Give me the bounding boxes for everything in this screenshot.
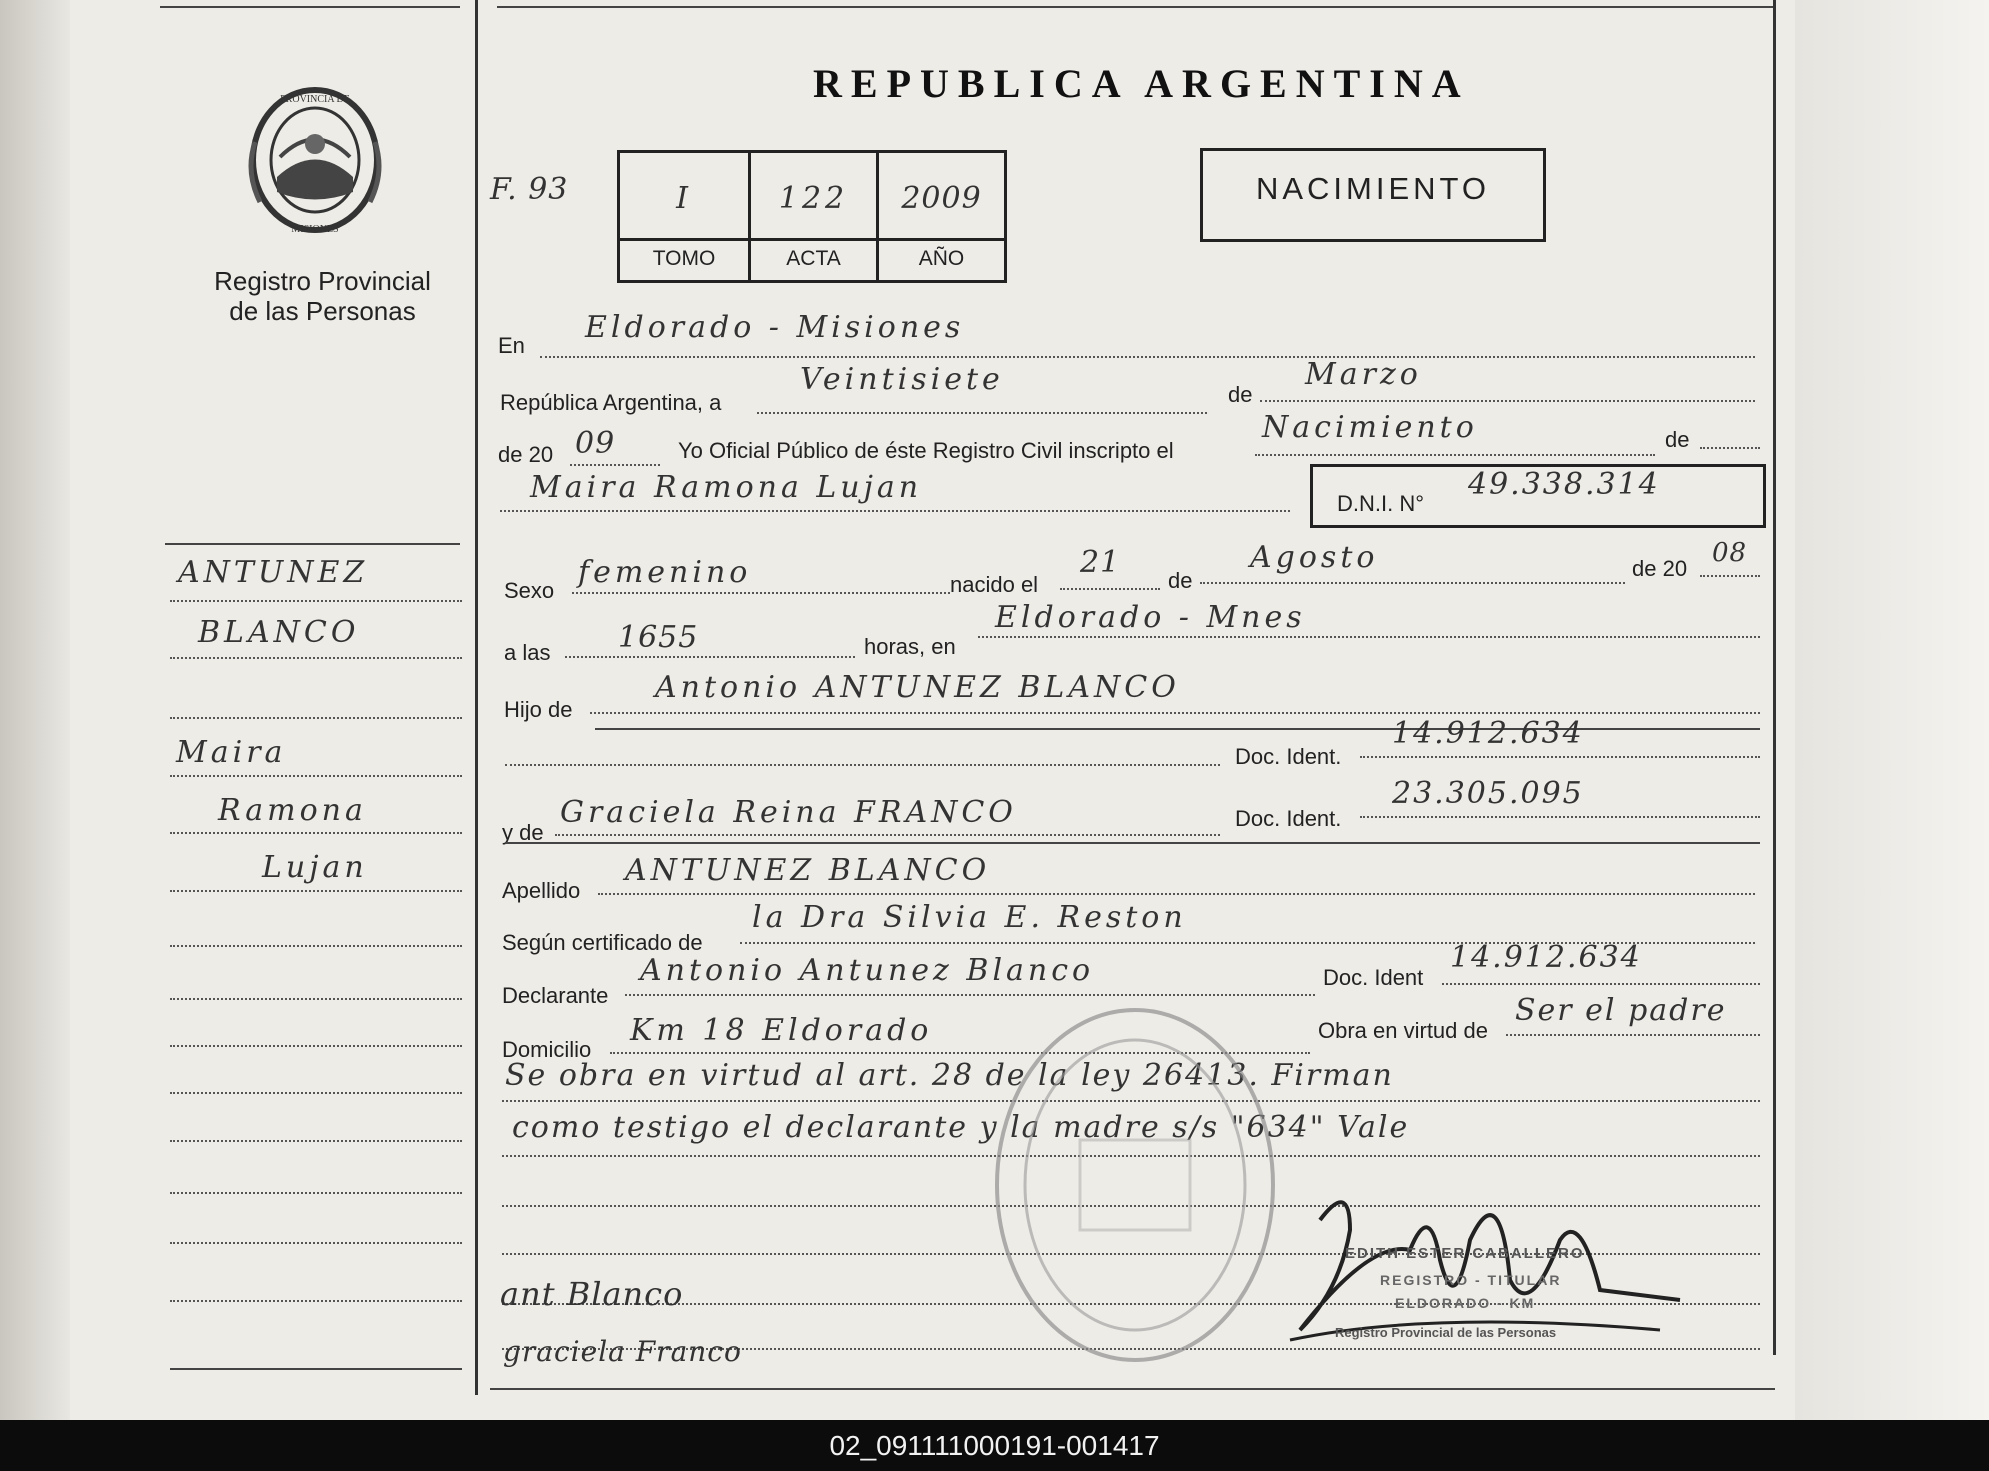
sexo-line [572, 592, 950, 594]
name-line [500, 510, 1290, 512]
top-rule [497, 6, 1773, 8]
mother-doc-line [1360, 816, 1760, 818]
doc-ident-label-2: Doc. Ident. [1235, 806, 1342, 831]
margin-top-rule [165, 543, 460, 545]
binding-shadow [0, 0, 70, 1420]
apellido-label: Apellido [502, 878, 581, 903]
misiones-seal-icon [240, 82, 390, 242]
left-column-divider [475, 0, 478, 1395]
sexo-value: femenino [578, 555, 752, 590]
father-rule [595, 728, 1760, 730]
margin-line [170, 717, 462, 719]
place-value: Eldorado - Mnes [995, 600, 1306, 635]
de-label: de [1228, 382, 1253, 407]
de20-label: de 20 [498, 442, 554, 467]
birth-year-suffix: 08 [1712, 538, 1748, 568]
de-line-2 [1700, 447, 1760, 449]
birth-month-line [1200, 582, 1625, 584]
margin-line [170, 1140, 462, 1142]
inscripto-value: Nacimiento [1262, 410, 1478, 445]
hour-value: 1655 [618, 620, 699, 655]
margin-line [170, 832, 462, 834]
oficial-label: Yo Oficial Público de éste Registro Civil inscripto el [678, 438, 1174, 463]
declarante-line [625, 994, 1315, 996]
obra-line [1506, 1034, 1760, 1036]
father-name: Antonio ANTUNEZ BLANCO [655, 670, 1180, 705]
father-doc-line [1360, 756, 1760, 758]
margin-line [170, 775, 462, 777]
stamp-line-2: REGISTRO - TITULAR [1380, 1272, 1562, 1288]
stamp-line-3: ELDORADO - KM [1395, 1295, 1536, 1311]
mother-signature: graciela Franco [503, 1335, 742, 1368]
birth-year-line [1700, 575, 1760, 577]
de-label-3: de [1168, 568, 1193, 593]
margin-name-line: Maira [176, 735, 287, 770]
father-doc: 14.912.634 [1392, 716, 1584, 751]
acta-label: ACTA [786, 247, 841, 270]
segun-value: la Dra Silvia E. Reston [752, 900, 1187, 935]
father-doc-blank-line [505, 764, 1220, 766]
year-suffix: 09 [575, 426, 616, 461]
month-line [1260, 400, 1755, 402]
inscripto-line [1255, 454, 1655, 456]
year-line [570, 464, 660, 466]
en-value: Eldorado - Misiones [585, 310, 965, 345]
sexo-label: Sexo [504, 578, 555, 603]
alas-label: a las [504, 640, 551, 665]
tomo-value: I [676, 181, 692, 216]
margin-line [170, 1092, 462, 1094]
anio-label: AÑO [918, 247, 965, 270]
place-line [978, 636, 1760, 638]
margin-name-line: BLANCO [198, 615, 360, 650]
domicilio-value: Km 18 Eldorado [630, 1013, 933, 1048]
margin-line [170, 600, 462, 602]
left-top-rule [160, 6, 460, 8]
registry-stamp-icon [985, 1000, 1285, 1370]
declarante-doc: 14.912.634 [1450, 940, 1642, 975]
mother-rule [505, 842, 1760, 844]
tomo-label: TOMO [652, 247, 716, 270]
anio-value: 2009 [901, 181, 982, 216]
father-signature: ant Blanco [500, 1275, 684, 1313]
margin-name-line: Lujan [262, 850, 368, 885]
doc-type-box [1200, 148, 1546, 242]
domicilio-label: Domicilio [502, 1037, 592, 1062]
dni-label: D.N.I. N° [1337, 491, 1425, 516]
apellido-value: ANTUNEZ BLANCO [625, 853, 991, 888]
margin-line [170, 1300, 462, 1302]
mother-line [555, 834, 1220, 836]
nacido-label: nacido el [950, 572, 1039, 597]
birth-month: Agosto [1250, 540, 1379, 575]
margin-line [170, 657, 462, 659]
stamp-line-4: Registro Provincial de las Personas [1335, 1325, 1557, 1340]
page-edge [1795, 0, 1989, 1420]
right-border [1773, 0, 1776, 1355]
segun-label: Según certificado de [502, 930, 703, 955]
margin-line [170, 1045, 462, 1047]
margin-name-line: ANTUNEZ [178, 555, 369, 590]
acta-value: 122 [778, 181, 849, 216]
official-signature-icon [1280, 1180, 1710, 1345]
seal-text-top: PROVINCIA DE [280, 94, 350, 105]
registry-line1: Registro Provincial [214, 266, 431, 296]
birth-day: 21 [1080, 545, 1121, 580]
margin-line [170, 1242, 462, 1244]
doc-ident-label: Doc. Ident. [1235, 744, 1342, 769]
declarante-value: Antonio Antunez Blanco [640, 953, 1095, 988]
declarante-doc-line [1442, 983, 1760, 985]
doc-type-label: NACIMIENTO [1255, 171, 1491, 206]
margin-name-line: Ramona [218, 793, 367, 828]
margin-line [170, 890, 462, 892]
hijo-label: Hijo de [504, 697, 573, 722]
note-line-2: como testigo el declarante y la madre s/s "634" Vale [512, 1110, 1410, 1145]
declarante-label: Declarante [502, 983, 609, 1008]
yde-label: y de [502, 820, 544, 845]
mother-doc: 23.305.095 [1392, 776, 1584, 811]
margin-line [170, 1192, 462, 1194]
stamp-line-1: EDITH ESTER CABALLERO [1345, 1245, 1585, 1262]
margin-line [170, 998, 462, 1000]
margin-line [170, 945, 462, 947]
folio-number: F. 93 [490, 172, 569, 207]
en-label: En [498, 333, 525, 358]
obra-value: Ser el padre [1515, 993, 1727, 1028]
day-line [757, 412, 1207, 414]
mother-name: Graciela Reina FRANCO [560, 795, 1017, 830]
note-line-1: Se obra en virtud al art. 28 de la ley 26413. Firman [505, 1058, 1394, 1093]
de-label-2: de [1665, 427, 1690, 452]
image-code-footer: 02_091111000191-001417 [0, 1420, 1989, 1471]
record-box [617, 150, 1007, 283]
en-line [540, 356, 1755, 358]
de20-label-2: de 20 [1632, 556, 1688, 581]
bottom-rule [490, 1388, 1775, 1390]
obra-label: Obra en virtud de [1318, 1018, 1488, 1043]
day-text: Veintisiete [800, 362, 1004, 397]
dni-box [1310, 464, 1766, 528]
doc-ident-label-3: Doc. Ident [1323, 965, 1424, 990]
dni-value: 49.338.314 [1468, 467, 1660, 502]
father-line [590, 712, 1760, 714]
seal-text-bottom: MISIONES [291, 224, 339, 235]
birth-day-line [1060, 588, 1160, 590]
republica-label: República Argentina, a [500, 390, 722, 415]
country-title: REPUBLICA ARGENTINA [813, 61, 1470, 106]
month-text: Marzo [1305, 357, 1422, 392]
registry-line2: de las Personas [229, 296, 416, 326]
apellido-line [598, 893, 1755, 895]
margin-bottom-rule [170, 1368, 462, 1370]
hour-line [565, 656, 855, 658]
horas-label: horas, en [864, 634, 956, 659]
full-name: Maira Ramona Lujan [530, 470, 923, 505]
